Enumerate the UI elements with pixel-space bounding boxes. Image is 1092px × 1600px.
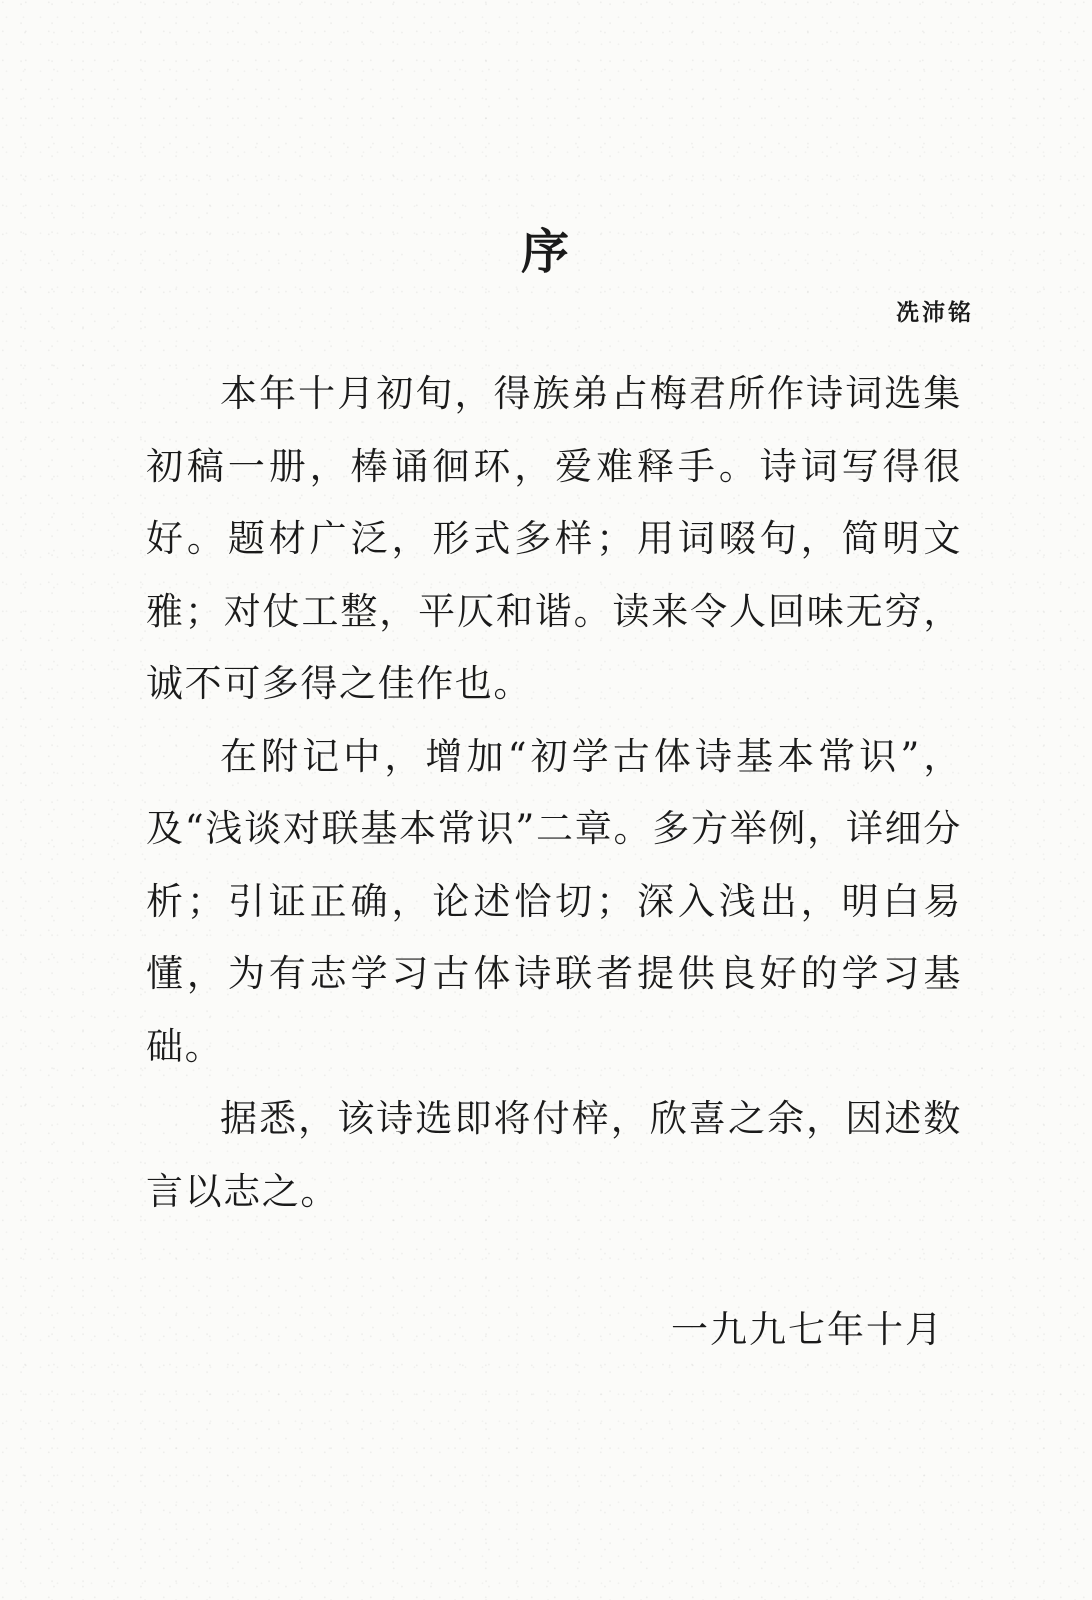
date-line: 一九九七年十月 bbox=[671, 1308, 944, 1351]
paragraph: 据悉，该诗选即将付梓，欣喜之余，因述数言以志之。 bbox=[146, 1097, 962, 1213]
preface-body bbox=[146, 358, 962, 1228]
paragraph: 在附记中，增加“初学古体诗基本常识”，及“浅谈对联基本常识”二章。多方举例，详细分析；引证正确，论述恰切；深入浅出，明白易懂，为有志学习古体诗联者提供良好的学习基础。 bbox=[146, 734, 962, 1068]
author-name: 冼沛铭 bbox=[896, 299, 974, 326]
page-title: 序 bbox=[520, 224, 571, 280]
paragraph: 本年十月初旬，得族弟占梅君所作诗词选集初稿一册，棒诵徊环，爱难释手。诗词写得很好。题材广泛，形式多样；用词啜句，简明文雅；对仗工整，平仄和谐。读来令人回味无穷，诚不可多得之佳作也。 bbox=[146, 372, 962, 705]
